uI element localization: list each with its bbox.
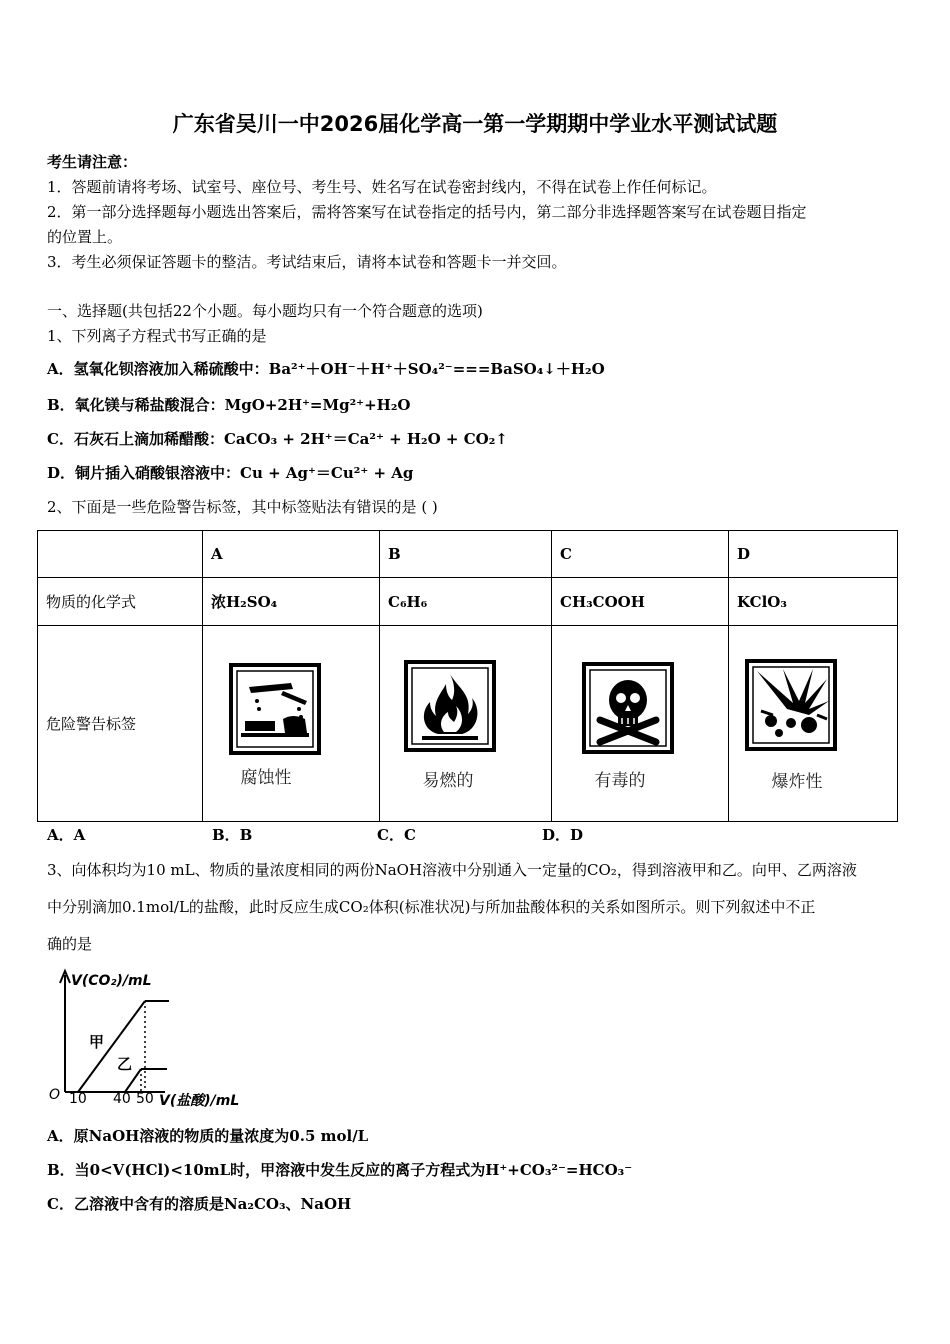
table-header-d: D xyxy=(729,531,898,578)
q3-option-b: B．当0<V(HCl)<10mL时，甲溶液中发生反应的离子方程式为H⁺+CO₃²⁻=HCO₃⁻ xyxy=(47,1161,633,1179)
q2-option-c: C．C xyxy=(377,826,416,844)
skull-icon xyxy=(580,660,676,756)
q1-option-d: D．铜片插入硝酸银溶液中：Cu + Ag⁺＝Cu²⁺ + Ag xyxy=(47,464,414,482)
hazard-cell-d xyxy=(729,626,898,822)
tick-50: 50 xyxy=(136,1091,154,1107)
notice-item-3: 3．考生必须保证答题卡的整洁。考试结束后，请将本试卷和答题卡一并交回。 xyxy=(47,253,567,271)
formula-d: KClO₃ xyxy=(729,578,898,626)
hazard-cell-b xyxy=(380,626,552,822)
row-label-formula: 物质的化学式 xyxy=(38,578,203,626)
label-jia: 甲 xyxy=(89,1033,105,1051)
notice-item-2-cont: 的位置上。 xyxy=(47,228,123,246)
origin-label: O xyxy=(49,1087,61,1103)
y-axis-label: V(CO₂)/mL xyxy=(71,973,152,989)
formula-a: 浓H₂SO₄ xyxy=(203,578,380,626)
q1-option-a: A．氢氧化钡溶液加入稀硫酸中：Ba²⁺＋OH⁻＋H⁺＋SO₄²⁻===BaSO₄↓＋H₂O xyxy=(47,360,605,378)
table-header-b: B xyxy=(380,531,552,578)
formula-c: CH₃COOH xyxy=(552,578,729,626)
q3-option-a: A．原NaOH溶液的物质的量浓度为0.5 mol/L xyxy=(47,1127,369,1145)
q2-option-b: B．B xyxy=(212,826,253,844)
q3-stem-line-2: 中分别滴加0.1mol/L的盐酸，此时反应生成CO₂体积(标准状况)与所加盐酸体积的关系如图所示。则下列叙述中不正 xyxy=(47,898,816,916)
table-row xyxy=(38,578,898,626)
q2-option-d: D．D xyxy=(542,826,584,844)
notice-item-2: 2．第一部分选择题每小题选出答案后，需将答案写在试卷指定的括号内，第二部分非选择题答案写在试卷题目指定 xyxy=(47,203,807,221)
tick-40: 40 xyxy=(113,1091,131,1107)
row-label-hazard: 危险警告标签 xyxy=(38,626,203,822)
table-header-a: A xyxy=(203,531,380,578)
label-yi: 乙 xyxy=(117,1055,133,1073)
q1-option-b: B．氧化镁与稀盐酸混合：MgO+2H⁺=Mg²⁺+H₂O xyxy=(47,396,411,414)
formula-b: C₆H₆ xyxy=(380,578,552,626)
table-cell-empty xyxy=(38,531,203,578)
hazard-cell-c xyxy=(552,626,729,822)
co2-hcl-graph xyxy=(45,965,265,1110)
explosive-icon xyxy=(743,657,839,753)
label-toxic: 有毒的 xyxy=(594,771,646,791)
hazard-table xyxy=(37,530,898,822)
label-explosive: 爆炸性 xyxy=(771,772,823,792)
q3-option-c: C．乙溶液中含有的溶质是Na₂CO₃、NaOH xyxy=(47,1195,352,1213)
tick-10: 10 xyxy=(69,1091,87,1107)
page-title: 广东省吴川一中2026届化学高一第一学期期中学业水平测试试题 xyxy=(172,112,778,136)
label-corrosive: 腐蚀性 xyxy=(240,768,292,788)
q2-stem: 2、下面是一些危险警告标签，其中标签贴法有错误的是 ( ) xyxy=(47,498,438,516)
table-row xyxy=(38,531,898,578)
q1-option-c: C．石灰石上滴加稀醋酸：CaCO₃ + 2H⁺＝Ca²⁺ + H₂O + CO₂↑ xyxy=(47,430,508,448)
notice-item-1: 1．答题前请将考场、试室号、座位号、考生号、姓名写在试卷密封线内，不得在试卷上作任何标记。 xyxy=(47,178,717,196)
label-flammable: 易燃的 xyxy=(422,771,474,791)
table-row xyxy=(38,626,898,822)
section-heading: 一、选择题(共包括22个小题。每小题均只有一个符合题意的选项) xyxy=(47,302,483,320)
flame-icon xyxy=(402,658,498,754)
q1-stem: 1、下列离子方程式书写正确的是 xyxy=(47,327,267,345)
q3-stem-line-1: 3、向体积均为10 mL、物质的量浓度相同的两份NaOH溶液中分别通入一定量的CO₂，得到溶液甲和乙。向甲、乙两溶液 xyxy=(47,861,857,879)
notice-heading: 考生请注意： xyxy=(47,153,138,171)
q2-option-a: A．A xyxy=(47,826,86,844)
hazard-cell-a xyxy=(203,626,380,822)
q3-stem-line-3: 确的是 xyxy=(47,935,93,953)
corrosive-icon xyxy=(227,661,323,757)
table-header-c: C xyxy=(552,531,729,578)
x-axis-label: V(盐酸)/mL xyxy=(159,1093,240,1109)
